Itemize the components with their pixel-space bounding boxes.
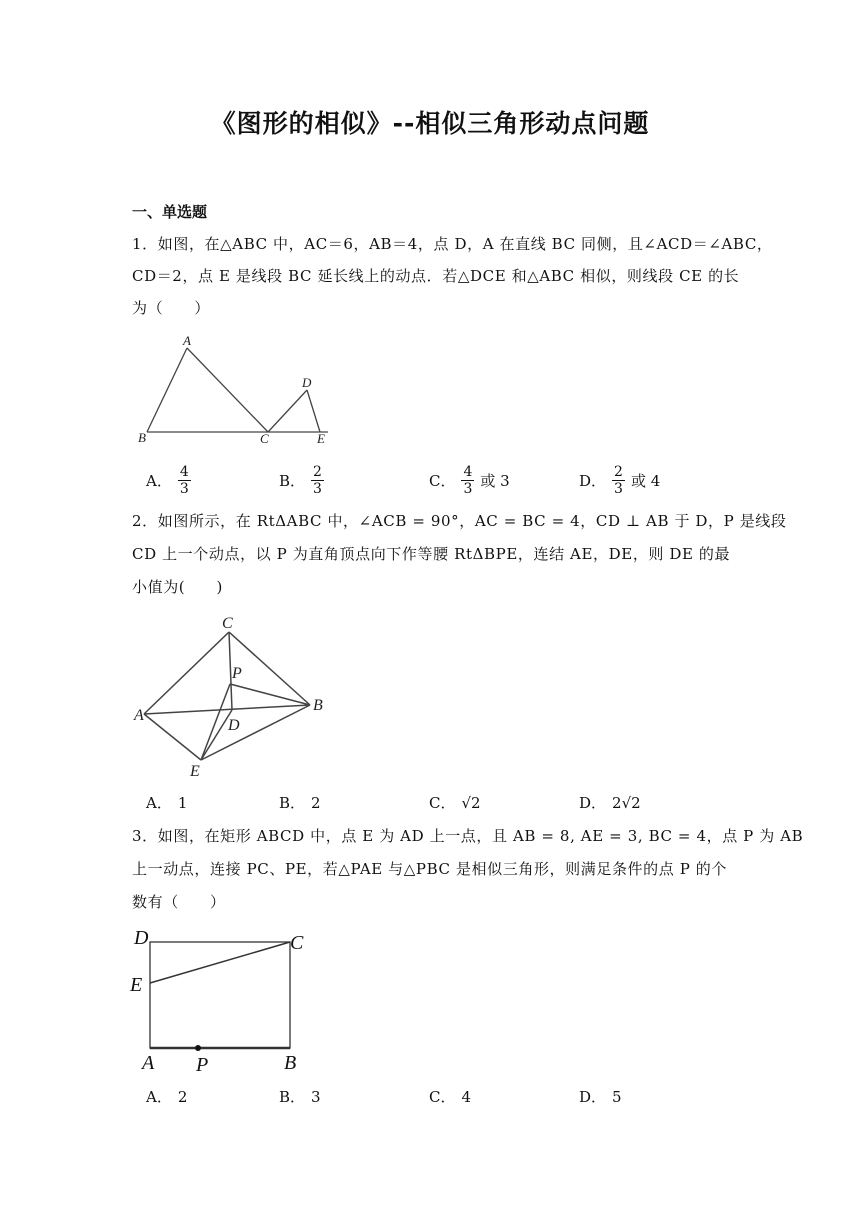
q1-label-d: D: [302, 375, 312, 390]
q2-option-a-letter: A．: [146, 794, 172, 812]
q2-side-ab: [144, 705, 310, 714]
q3-figure: [128, 920, 318, 1080]
q2-side-ac: [144, 632, 229, 714]
fraction-numerator: 4: [179, 464, 189, 480]
q1-option-b-fraction: [311, 464, 324, 497]
q2-option-c[interactable]: [429, 792, 481, 813]
q2-line-1: 2．如图所示，在 RtΔABC 中，∠ACB = 90°，AC = BC = 4，CD ⊥ AB 于 D，P 是线段: [132, 512, 787, 530]
q3-option-a[interactable]: [146, 1086, 187, 1107]
q2-option-a[interactable]: [146, 792, 187, 813]
q3-option-c[interactable]: [429, 1086, 471, 1107]
q2-option-d-value: 2√2: [612, 793, 641, 812]
fraction-denominator: 3: [614, 481, 623, 497]
q3-label-p: P: [196, 1054, 209, 1076]
q3-option-b[interactable]: [279, 1086, 321, 1107]
q1-side-ab: [147, 348, 187, 432]
q1-label-a: A: [183, 333, 191, 348]
q3-line-1: 3．如图，在矩形 ABCD 中，点 E 为 AD 上一点，且 AB = 8, AE = 3, BC = 4，点 P 为 AB: [132, 827, 804, 845]
q2-line-2: CD 上一个动点，以 P 为直角顶点向下作等腰 RtΔBPE，连结 AE，DE，则 DE 的最: [132, 545, 731, 563]
fraction-numerator: 2: [313, 464, 322, 480]
q2-label-d: D: [228, 717, 240, 734]
q3-option-b-letter: B．: [279, 1088, 306, 1106]
q3-rectangle: [150, 942, 290, 1048]
q1-option-a-letter: A．: [146, 472, 172, 490]
q1-line-1: 1．如图，在△ABC 中，AC＝6，AB＝4，点 D，A 在直线 BC 同侧，且∠ACD＝∠ABC，: [132, 235, 773, 253]
q1-option-d-suffix: 或 4: [630, 472, 661, 490]
q3-option-d-letter: D．: [579, 1088, 607, 1106]
q3-label-b: B: [284, 1052, 297, 1074]
q2-label-e: E: [190, 763, 200, 780]
q1-option-d[interactable]: [579, 464, 660, 497]
q2-label-a: A: [134, 707, 144, 724]
q1-option-c-suffix: 或 3: [480, 472, 510, 490]
q1-option-a[interactable]: [146, 464, 191, 497]
q3-option-c-letter: C．: [429, 1088, 456, 1106]
fraction-denominator: 3: [179, 481, 189, 497]
q1-option-c-fraction: [461, 464, 474, 497]
q3-option-a-letter: A．: [146, 1088, 172, 1106]
q1-option-c[interactable]: [429, 464, 510, 497]
q1-line-2: CD＝2，点 E 是线段 BC 延长线上的动点．若△DCE 和△ABC 相似，则线段 CE 的长: [132, 267, 740, 285]
q3-label-a: A: [142, 1052, 155, 1074]
q1-side-de: [307, 390, 320, 432]
q2-segment-pe: [201, 684, 230, 760]
q2-option-b[interactable]: [279, 792, 321, 813]
q3-label-c: C: [290, 932, 304, 954]
q3-option-b-value: 3: [311, 1087, 321, 1106]
q2-label-b: B: [313, 697, 323, 714]
q3-label-e: E: [130, 974, 143, 996]
q1-option-c-letter: C．: [429, 472, 456, 490]
section-heading: 一、单选题: [132, 203, 208, 221]
q1-option-d-fraction: [612, 464, 625, 497]
q2-label-p: P: [232, 665, 242, 682]
q3-line-2: 上一动点，连接 PC、PE，若△PAE 与△PBC 是相似三角形，则满足条件的点 P 的个: [132, 860, 727, 878]
q1-option-b-letter: B．: [279, 472, 306, 490]
q3-line-3: 数有（ ）: [132, 893, 226, 911]
q1-line-3: 为（ ）: [132, 299, 211, 317]
q2-label-c: C: [222, 615, 233, 632]
q1-label-c: C: [260, 431, 269, 446]
page-title: 《图形的相似》--相似三角形动点问题: [210, 109, 650, 138]
q3-segment-ec: [150, 942, 290, 983]
fraction-numerator: 4: [463, 464, 473, 480]
q3-point-p: [195, 1045, 201, 1051]
fraction-denominator: 3: [463, 481, 473, 497]
q1-option-a-fraction: [178, 464, 191, 497]
q3-option-c-value: 4: [461, 1087, 472, 1106]
q2-option-a-value: 1: [177, 793, 188, 812]
q2-line-3: 小值为( ): [132, 578, 223, 596]
q3-option-d-value: 5: [612, 1087, 622, 1106]
q2-figure: [132, 610, 332, 785]
q1-option-b[interactable]: [279, 464, 324, 497]
q3-option-d[interactable]: [579, 1086, 622, 1107]
q2-option-d-letter: D．: [579, 794, 607, 812]
q2-option-c-letter: C．: [429, 794, 456, 812]
q2-option-b-value: 2: [311, 793, 321, 812]
fraction-numerator: 2: [614, 464, 623, 480]
fraction-denominator: 3: [313, 481, 322, 497]
q3-label-d: D: [134, 927, 149, 949]
q1-side-cd: [268, 390, 307, 432]
q1-option-d-letter: D．: [579, 472, 607, 490]
q1-side-ac: [187, 348, 268, 432]
q2-option-c-value: √2: [461, 793, 481, 812]
q2-option-d[interactable]: [579, 792, 641, 813]
q1-figure: [132, 330, 342, 450]
q1-label-b: B: [138, 430, 146, 445]
q2-segment-ae: [144, 714, 201, 760]
q2-option-b-letter: B．: [279, 794, 306, 812]
q3-option-a-value: 2: [177, 1087, 188, 1106]
q1-label-e: E: [317, 431, 325, 446]
